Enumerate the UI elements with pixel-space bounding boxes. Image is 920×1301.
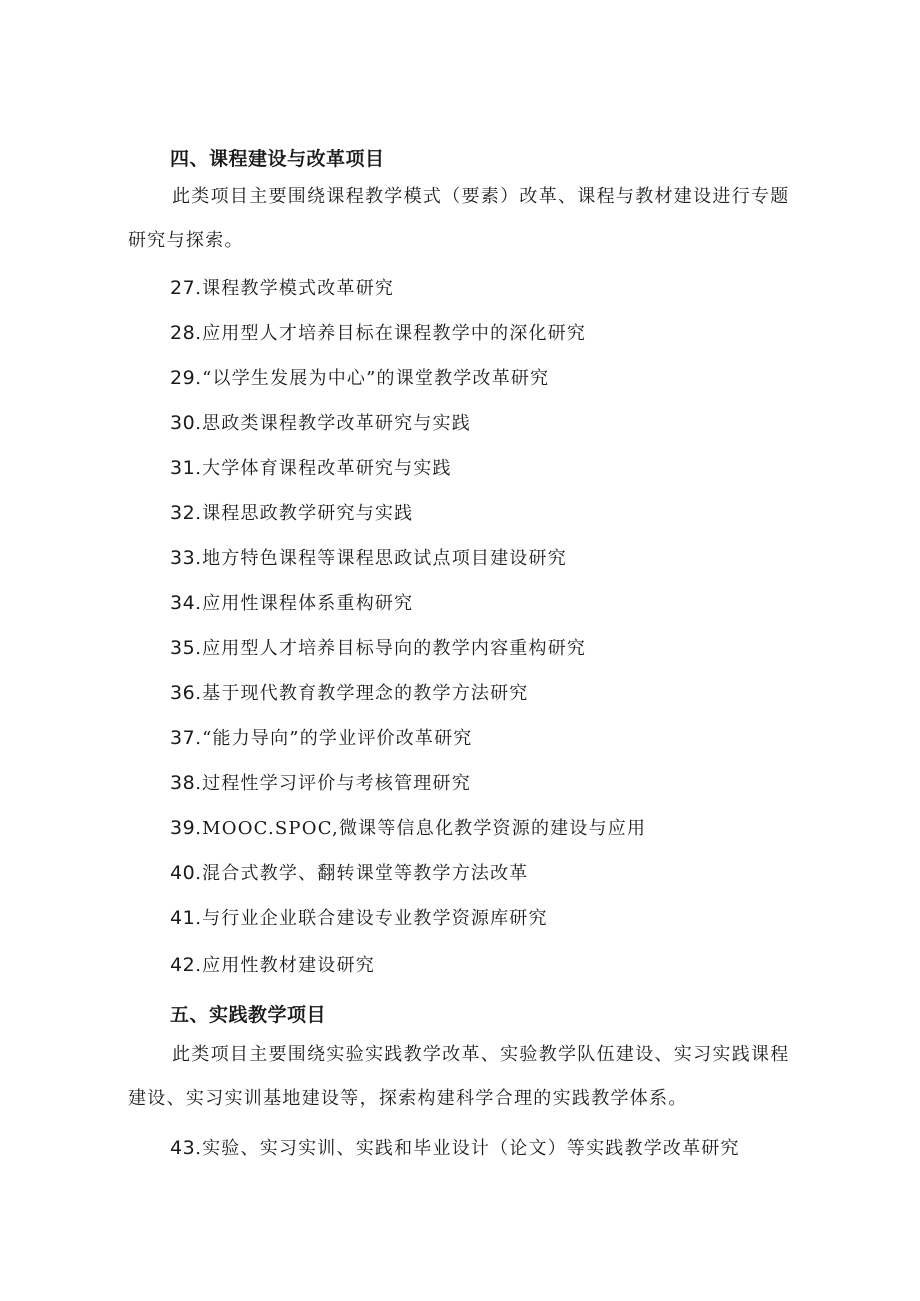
- list-item-36: [170, 679, 529, 705]
- list-item-29: [170, 364, 549, 390]
- list-item-34: [170, 589, 413, 615]
- list-item-31: [170, 454, 452, 480]
- section-5-heading: 五、实践教学项目: [170, 1004, 327, 1026]
- item-text: .MOOC.SPOC,微课等信息化教学资源的建设与应用: [195, 818, 647, 839]
- list-item-37: [170, 724, 473, 750]
- item-text: .过程性学习评价与考核管理研究: [195, 773, 471, 794]
- list-item-41: [170, 904, 548, 930]
- item-number: 29: [170, 367, 196, 389]
- list-item-30: [170, 409, 471, 435]
- item-number: 32: [170, 502, 196, 524]
- list-item-27: [170, 274, 394, 300]
- list-item-38: [170, 769, 471, 795]
- item-number: 28: [170, 322, 196, 344]
- item-number: 27: [170, 277, 196, 299]
- item-text: .实验、实习实训、实践和毕业设计（论文）等实践教学改革研究: [195, 1138, 740, 1159]
- item-text: .基于现代教育教学理念的教学方法研究: [195, 683, 529, 704]
- item-number: 30: [170, 412, 196, 434]
- list-item-40: [170, 859, 529, 885]
- item-text: .混合式教学、翻转课堂等教学方法改革: [195, 863, 529, 884]
- item-number: 40: [170, 862, 196, 884]
- list-item-32: [170, 499, 413, 525]
- item-number: 38: [170, 772, 196, 794]
- item-number: 39: [170, 817, 196, 839]
- item-number: 35: [170, 637, 196, 659]
- item-text: .应用性课程体系重构研究: [195, 593, 414, 614]
- section-4-intro: 此类项目主要围绕课程教学模式（要素）改革、课程与教材建设进行专题研究与探索。: [128, 186, 790, 251]
- item-text: .应用型人才培养目标导向的教学内容重构研究: [195, 638, 587, 659]
- item-text: .课程思政教学研究与实践: [195, 503, 414, 524]
- section-4-heading: 四、课程建设与改革项目: [170, 148, 385, 170]
- list-item-35: [170, 634, 586, 660]
- list-item-28: [170, 319, 586, 345]
- item-number: 41: [170, 907, 196, 929]
- list-item-39: [170, 814, 646, 840]
- item-text: .地方特色课程等课程思政试点项目建设研究: [195, 548, 567, 569]
- list-item-42: [170, 951, 375, 977]
- list-item-43: [170, 1134, 740, 1160]
- list-item-33: [170, 544, 567, 570]
- item-number: 34: [170, 592, 196, 614]
- item-text: .“能力导向”的学业评价改革研究: [195, 728, 473, 749]
- item-text: .思政类课程教学改革研究与实践: [195, 413, 471, 434]
- item-number: 36: [170, 682, 196, 704]
- item-text: .应用性教材建设研究: [195, 955, 375, 976]
- section-5-intro: 此类项目主要围绕实验实践教学改革、实验教学队伍建设、实习实践课程建设、实习实训基地建设等，探索构建科学合理的实践教学体系。: [128, 1044, 790, 1109]
- item-number: 37: [170, 727, 196, 749]
- item-text: .“以学生发展为中心”的课堂教学改革研究: [195, 368, 550, 389]
- item-number: 31: [170, 457, 196, 479]
- item-number: 43: [170, 1137, 196, 1159]
- item-text: .应用型人才培养目标在课程教学中的深化研究: [195, 323, 587, 344]
- item-number: 42: [170, 954, 196, 976]
- item-text: .课程教学模式改革研究: [195, 278, 395, 299]
- item-text: .大学体育课程改革研究与实践: [195, 458, 452, 479]
- item-number: 33: [170, 547, 196, 569]
- item-text: .与行业企业联合建设专业教学资源库研究: [195, 908, 548, 929]
